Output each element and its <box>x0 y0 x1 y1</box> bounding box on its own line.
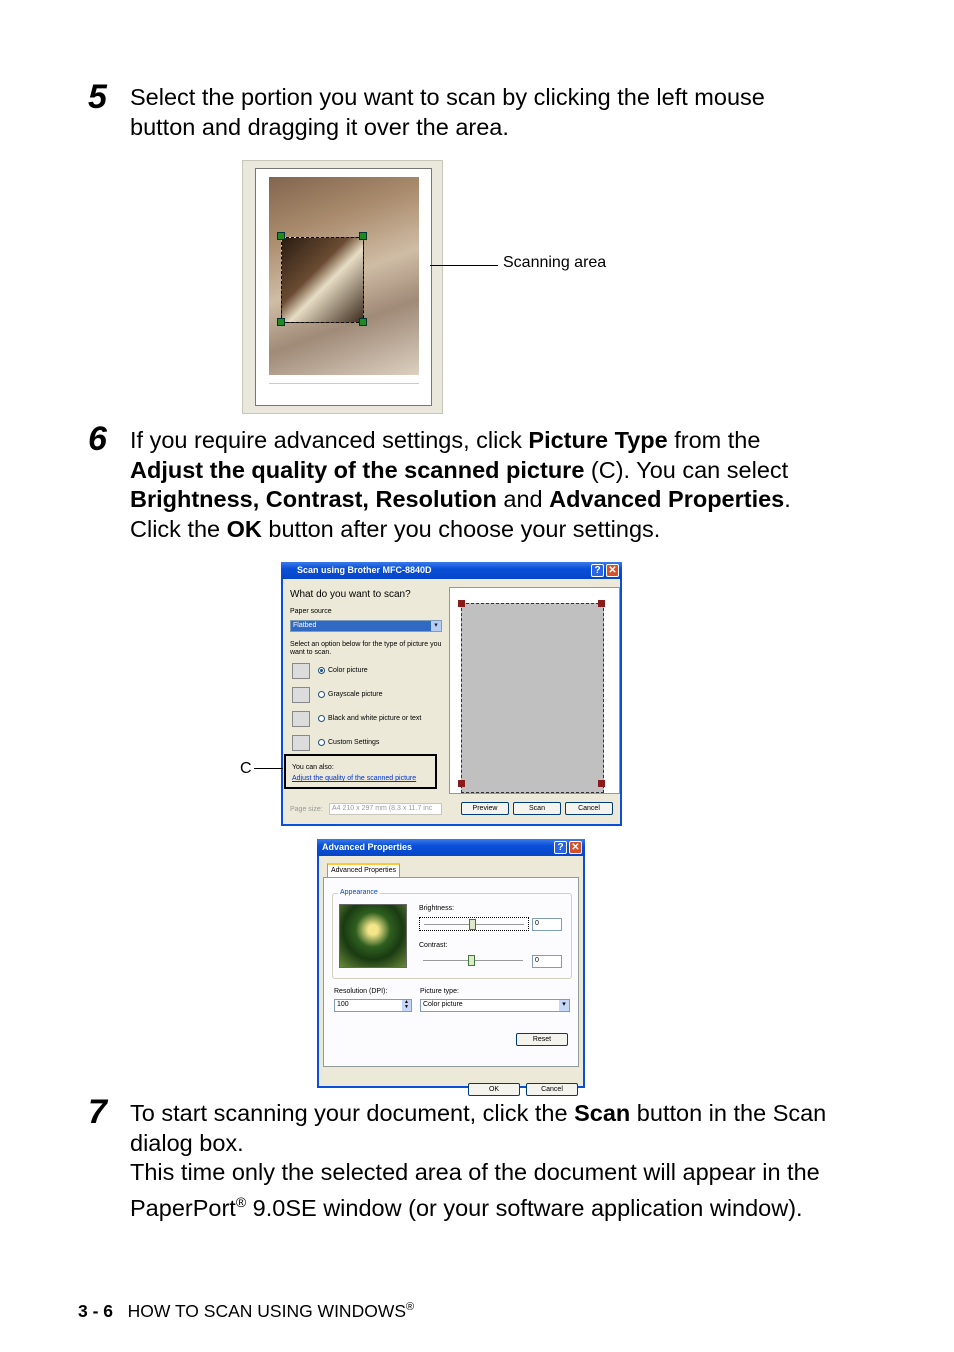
spinner-arrows-icon[interactable]: ▲ ▼ <box>402 1000 411 1011</box>
step-5-text: Select the portion you want to scan by clicking the left mouse button and dragging it over the area. <box>130 84 765 140</box>
scan-button[interactable]: Scan <box>513 802 561 815</box>
resolution-label: Resolution (DPI): <box>334 988 388 995</box>
paper-source-label: Paper source <box>290 608 332 615</box>
scan-preview-figure <box>242 160 443 414</box>
selection-handle-bottom-left[interactable] <box>277 318 285 326</box>
selection-handle-top-left[interactable] <box>277 232 285 240</box>
chevron-down-icon[interactable]: ▾ <box>559 1000 569 1011</box>
scan-heading: What do you want to scan? <box>290 589 411 600</box>
custom-settings-icon <box>292 735 310 751</box>
step-number-7: 7 <box>88 1093 107 1131</box>
contrast-value-field[interactable]: 0 <box>532 955 562 968</box>
custom-settings-radio[interactable] <box>318 739 325 746</box>
preview-pane <box>449 587 620 794</box>
black-white-text-icon <box>292 711 310 727</box>
step-number-5: 5 <box>88 78 107 116</box>
preview-button[interactable]: Preview <box>461 802 509 815</box>
option-custom-settings[interactable]: Custom Settings <box>328 739 380 746</box>
option-black-white[interactable]: Black and white picture or text <box>328 715 422 722</box>
reset-button[interactable]: Reset <box>516 1033 568 1046</box>
preview-handle[interactable] <box>598 780 605 787</box>
advanced-properties-dialog <box>317 839 585 1093</box>
scanning-area-label: Scanning area <box>503 254 607 271</box>
brightness-slider-thumb[interactable] <box>469 919 476 930</box>
step-6-text: If you require advanced settings, click Picture Type from the Adjust the quality of the scanned picture (C). You can select Brightness, Contrast, Resolution and Advanced Properties. Click the OK button after you choose your settings. <box>130 427 791 542</box>
picture-type-select[interactable]: Color picture ▾ <box>420 999 570 1012</box>
footer-chapter-title: HOW TO SCAN USING WINDOWS <box>127 1301 407 1321</box>
cancel-button[interactable]: Cancel <box>565 802 613 815</box>
black-white-radio[interactable] <box>318 715 325 722</box>
page-footer: 3 - 6 HOW TO SCAN USING WINDOWS® <box>78 1301 415 1321</box>
step-7-text: To start scanning your document, click the Scan button in the Scan dialog box. This time only the selected area of the document will appear in the PaperPort® 9.0SE window (or your software application window). <box>130 1100 827 1221</box>
contrast-label: Contrast: <box>419 942 448 949</box>
resolution-spinner[interactable]: 100 ▲ ▼ <box>334 999 412 1012</box>
advanced-dialog-title: Advanced Properties <box>317 839 585 856</box>
you-can-also-box <box>284 754 437 789</box>
c-callout-label: C <box>240 760 252 777</box>
help-button[interactable]: ? <box>591 564 604 577</box>
page-size-select[interactable]: A4 210 x 297 mm (8.3 x 11.7 inc <box>329 803 442 815</box>
ok-button[interactable]: OK <box>468 1083 520 1096</box>
color-picture-radio[interactable] <box>318 667 325 674</box>
page-size-label: Page size: <box>290 806 323 813</box>
help-button[interactable]: ? <box>554 841 567 854</box>
grayscale-picture-icon <box>292 687 310 703</box>
tab-advanced-properties[interactable]: Advanced Properties <box>327 863 400 877</box>
selection-handle-bottom-right[interactable] <box>359 318 367 326</box>
scan-dialog <box>281 562 622 826</box>
preview-scan-area[interactable] <box>461 603 604 793</box>
contrast-slider-thumb[interactable] <box>468 955 475 966</box>
preview-handle[interactable] <box>598 600 605 607</box>
preview-handle[interactable] <box>458 780 465 787</box>
close-button[interactable]: ✕ <box>606 564 619 577</box>
adjust-quality-link[interactable]: Adjust the quality of the scanned picture <box>292 775 417 782</box>
brightness-slider[interactable] <box>419 917 529 931</box>
scan-instruction: Select an option below for the type of picture you want to scan. <box>290 641 442 656</box>
chevron-down-icon[interactable]: ▾ <box>431 621 441 631</box>
tab-panel <box>323 877 579 1067</box>
contrast-slider[interactable] <box>419 954 529 968</box>
c-callout-line <box>254 768 283 769</box>
option-color-picture[interactable]: Color picture <box>328 667 368 674</box>
grayscale-picture-radio[interactable] <box>318 691 325 698</box>
you-can-also-label: You can also: <box>292 764 334 771</box>
step-number-6: 6 <box>88 420 107 458</box>
color-picture-icon <box>292 663 310 679</box>
brightness-label: Brightness: <box>419 905 455 912</box>
selection-rectangle[interactable] <box>281 237 364 323</box>
paper-source-select[interactable]: Flatbed ▾ <box>290 620 442 632</box>
callout-line <box>430 265 498 266</box>
page-number: 3 - 6 <box>78 1301 114 1321</box>
selection-handle-top-right[interactable] <box>359 232 367 240</box>
preview-handle[interactable] <box>458 600 465 607</box>
sample-image <box>339 904 407 968</box>
appearance-label: Appearance <box>340 889 378 896</box>
cancel-button[interactable]: Cancel <box>526 1083 578 1096</box>
brightness-value-field[interactable]: 0 <box>532 918 562 931</box>
option-grayscale-picture[interactable]: Grayscale picture <box>328 691 383 698</box>
picture-type-label: Picture type: <box>420 988 459 995</box>
scan-dialog-title: Scan using Brother MFC-8840D <box>281 562 622 579</box>
close-button[interactable]: ✕ <box>569 841 582 854</box>
